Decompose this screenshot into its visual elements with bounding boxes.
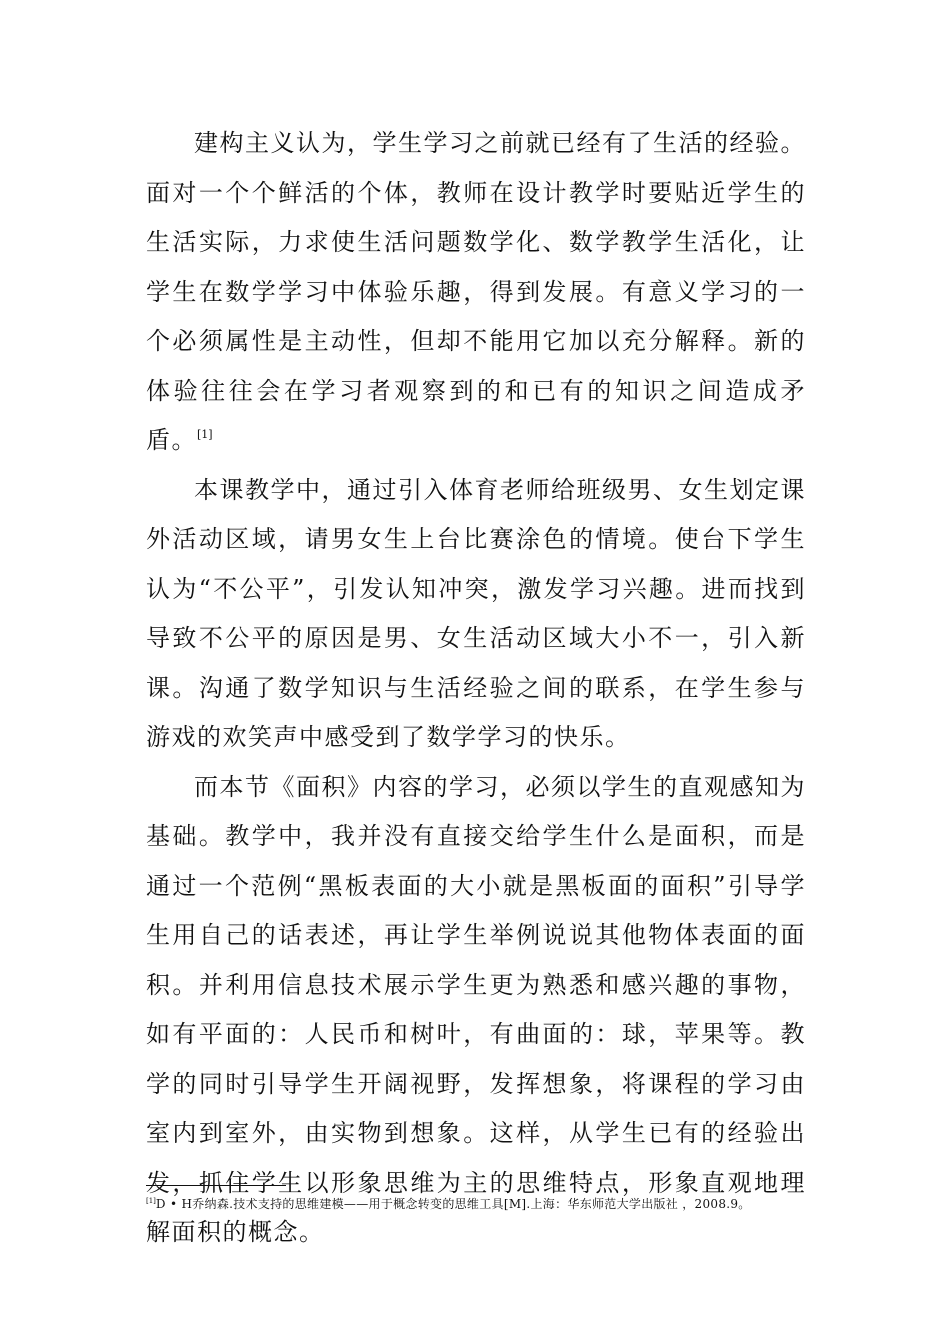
paragraph-1-text: 建构主义认为，学生学习之前就已经有了生活的经验。面对一个个鲜活的个体，教师在设计教学时要贴近学生的生活实际，力求使生活问题数学化、数学教学生活化，让学生在数学学习中体验乐趣，得到发展。有意义学习的一个必须属性是主动性，但却不能用它加以充分解释。新的体验往往会在学习者观察到的和已有的知识之间造成矛盾。 <box>146 129 806 454</box>
footnote-text: D • H乔纳森.技术支持的思维建模——用于概念转变的思维工具[M].上海：华东师范大学出版社 ，2008.9。 <box>155 1197 751 1211</box>
footnote <box>146 1196 806 1213</box>
body-text <box>146 119 806 1258</box>
footnote-marker: [1] <box>146 1197 156 1205</box>
footnote-reference[interactable]: [1] <box>197 428 213 441</box>
paragraph-3: 而本节《面积》内容的学习，必须以学生的直观感知为基础。教学中，我并没有直接交给学生什么是面积，而是通过一个范例“黑板表面的大小就是黑板面的面积”引导学生用自己的话表述，再让学生举例说说其他物体表面的面积。并利用信息技术展示学生更为熟悉和感兴趣的事物，如有平面的：人民币和树叶，有曲面的：球，苹果等。教学的同时引导学生开阔视野，发挥想象，将课程的学习由室内到室外，由实物到想象。这样，从学生已有的经验出发，抓住学生以形象思维为主的思维特点，形象直观地理解面积的概念。 <box>146 772 806 1246</box>
paragraph-2: 本课教学中，通过引入体育老师给班级男、女生划定课外活动区域，请男女生上台比赛涂色的情境。使台下学生认为“不公平”，引发认知冲突，激发学习兴趣。进而找到导致不公平的原因是男、女生活动区域大小不一，引入新课。沟通了数学知识与生活经验之间的联系，在学生参与游戏的欢笑声中感受到了数学学习的快乐。 <box>146 475 806 751</box>
paragraph-1 <box>146 119 806 466</box>
footnote-separator <box>146 1185 286 1186</box>
